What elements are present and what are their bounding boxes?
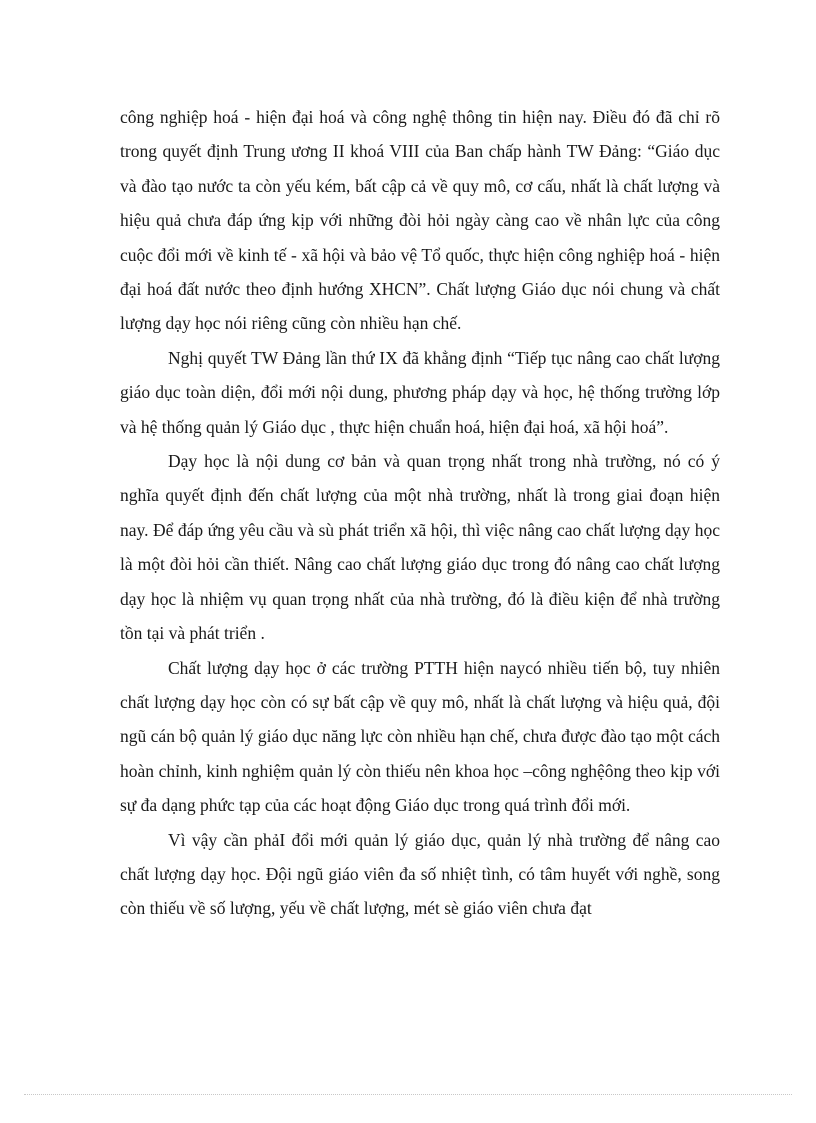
page-bottom-divider <box>24 1094 792 1095</box>
paragraph-5: Vì vậy cần phảI đổi mới quản lý giáo dục, quản lý nhà trường để nâng cao chất lượng dạy học. Đội ngũ giáo viên đa số nhiệt tình, có tâm huyết với nghề, song còn thiếu về số lượng, yếu về chất lượng, mét sè giáo viên chưa đạt <box>120 829 720 919</box>
body-text <box>120 100 720 926</box>
paragraph-4: Chất lượng dạy học ở các trường PTTH hiện naycó nhiều tiến bộ, tuy nhiên chất lượng dạy học còn có sự bất cập về quy mô, nhất là chất lượng và hiệu quả, đội ngũ cán bộ quản lý giáo dục năng lực còn nhiều hạn chế, chưa được đào tạo một cách hoàn chỉnh, kinh nghiệm quản lý còn thiếu nên khoa học –công nghệông theo kịp với sự đa dạng phức tạp của các hoạt động Giáo dục trong quá trình đổi mới. <box>120 657 720 816</box>
paragraph-1: công nghiệp hoá - hiện đại hoá và công nghệ thông tin hiện nay. Điều đó đã chỉ rõ trong quyết định Trung ương II khoá VIII của Ban chấp hành TW Đảng: “Giáo dục và đào tạo nước ta còn yếu kém, bất cập cả về quy mô, cơ cấu, nhất là chất lượng và hiệu quả chưa đáp ứng kịp với những đòi hỏi ngày càng cao về nhân lực của công cuộc đổi mới về kinh tế - xã hội và bảo vệ Tổ quốc, thực hiện công nghiệp hoá - hiện đại hoá đất nước theo định hướng XHCN”. Chất lượng Giáo dục nói chung và chất lượng dạy học nói riêng cũng còn nhiều hạn chế. <box>120 107 720 334</box>
paragraph-2: Nghị quyết TW Đảng lần thứ IX đã khẳng định “Tiếp tục nâng cao chất lượng giáo dục toàn diện, đổi mới nội dung, phương pháp dạy và học, hệ thống trường lớp và hệ thống quản lý Giáo dục , thực hiện chuẩn hoá, hiện đại hoá, xã hội hoá”. <box>120 347 720 437</box>
paragraph-3: Dạy học là nội dung cơ bản và quan trọng nhất trong nhà trường, nó có ý nghĩa quyết định đến chất lượng của một nhà trường, nhất là trong giai đoạn hiện nay. Để đáp ứng yêu cầu và sù phát triển xã hội, thì việc nâng cao chất lượng dạy học là một đòi hỏi cần thiết. Nâng cao chất lượng giáo dục trong đó nâng cao chất lượng dạy học là nhiệm vụ quan trọng nhất của nhà trường, đó là điều kiện để nhà trường tồn tại và phát triển . <box>120 451 720 644</box>
